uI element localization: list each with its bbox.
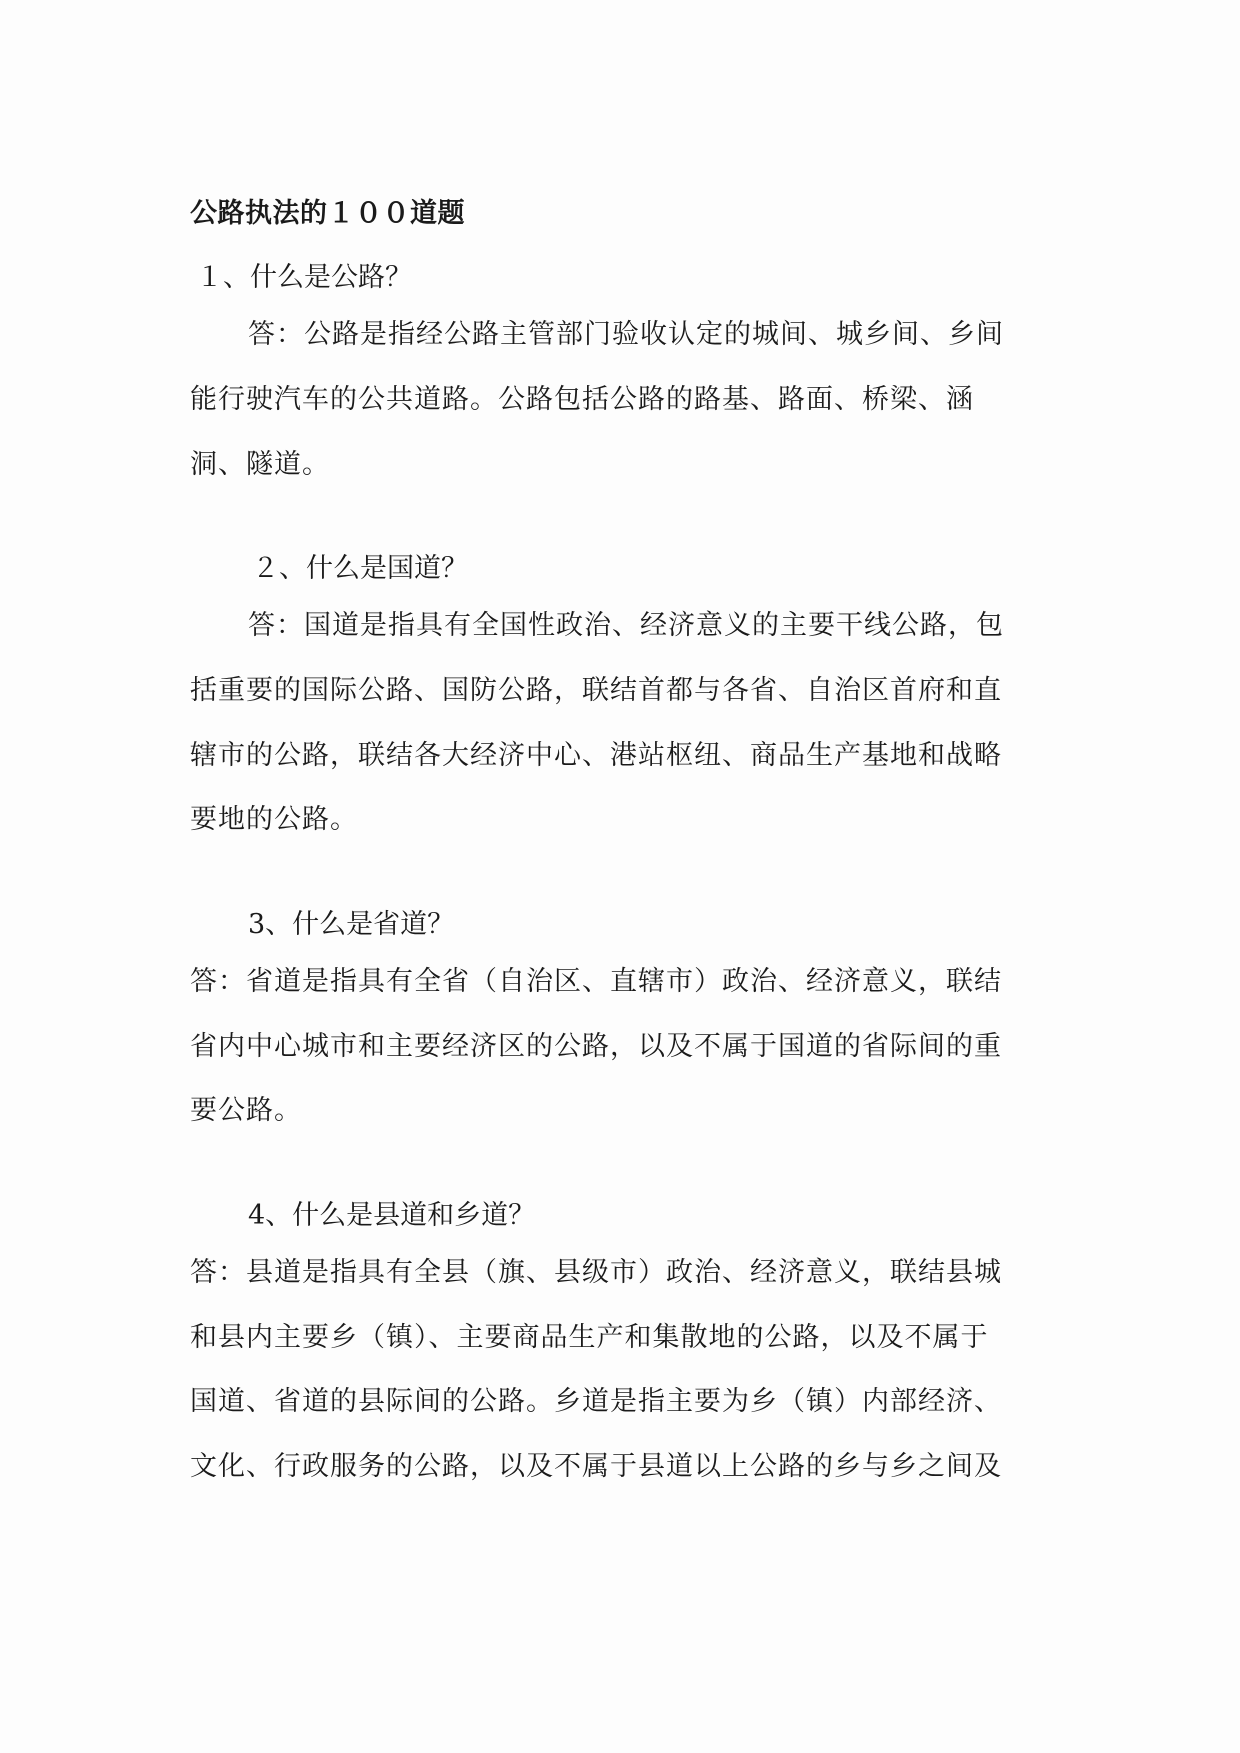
answer-line: 和县内主要乡（镇）、主要商品生产和集散地的公路，以及不属于 xyxy=(190,1321,989,1353)
section-spacer xyxy=(190,853,1035,901)
answer-line: 能行驶汽车的公共道路。公路包括公路的路基、路面、桥梁、涵 xyxy=(190,384,974,415)
answer-line: 括重要的国际公路、国防公路，联结首都与各省、自治区首府和直 xyxy=(190,675,1002,706)
qa-section-4 xyxy=(190,1192,1035,1500)
section-spacer xyxy=(190,497,1035,545)
answer-line: 洞、隧道。 xyxy=(190,448,330,480)
question-heading: １、什么是公路？ xyxy=(196,262,412,293)
section-spacer xyxy=(190,1144,1035,1192)
answer-line: 要公路。 xyxy=(190,1095,302,1126)
question-heading: 4、什么是县道和乡道？ xyxy=(248,1199,536,1231)
answer-line: 答：省道是指具有全省（自治区、直辖市）政治、经济意义，联结 xyxy=(190,965,1002,997)
qa-section-1 xyxy=(190,254,1035,497)
document-body xyxy=(190,190,1035,1499)
document-title: 公路执法的１００道题 xyxy=(190,198,465,229)
answer-line: 文化、行政服务的公路，以及不属于县道以上公路的乡与乡之间及 xyxy=(190,1450,1002,1482)
question-heading: 3、什么是省道？ xyxy=(248,908,455,940)
question-heading: ２、什么是国道？ xyxy=(252,553,468,584)
answer-line: 省内中心城市和主要经济区的公路，以及不属于国道的省际间的重 xyxy=(190,1030,1002,1062)
answer-line: 答：公路是指经公路主管部门验收认定的城间、城乡间、乡间 xyxy=(248,319,1004,350)
qa-section-3 xyxy=(190,901,1035,1144)
answer-line: 要地的公路。 xyxy=(190,804,358,835)
answer-line: 辖市的公路，联结各大经济中心、港站枢纽、商品生产基地和战略 xyxy=(190,739,1002,771)
qa-section-2 xyxy=(190,545,1035,853)
answer-line: 答：县道是指具有全县（旗、县级市）政治、经济意义，联结县城 xyxy=(190,1256,1002,1288)
answer-line: 国道、省道的县际间的公路。乡道是指主要为乡（镇）内部经济、 xyxy=(190,1386,1002,1417)
answer-line: 答：国道是指具有全国性政治、经济意义的主要干线公路，包 xyxy=(248,610,1004,641)
